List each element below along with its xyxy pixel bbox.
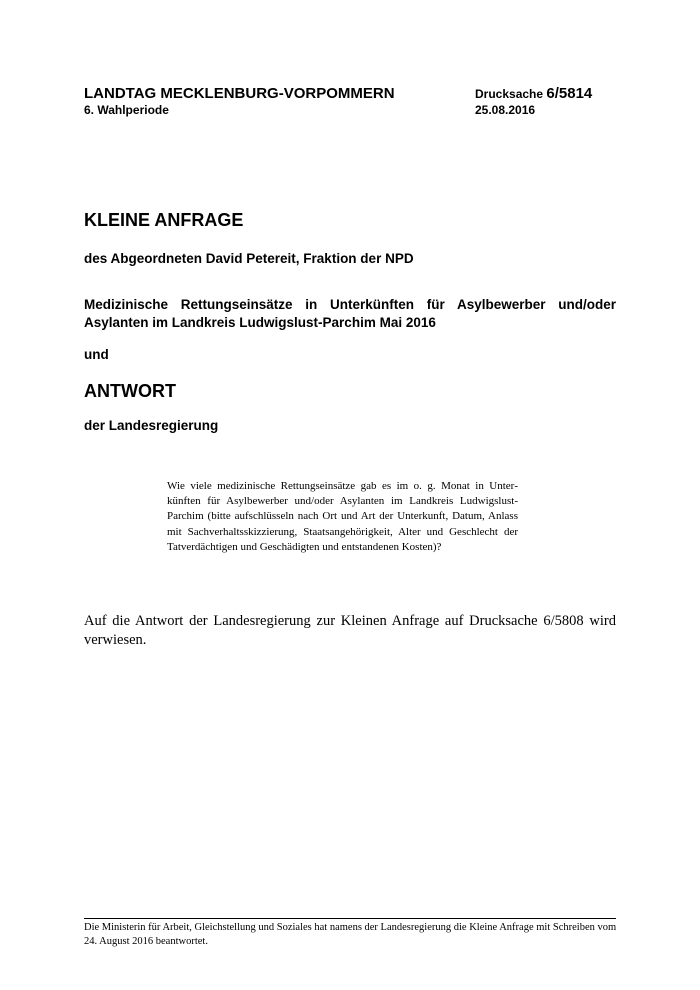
subject-heading: Medizinische Rettungseinsätze in Unterkünften für Asylbewerber und/oder Asylanten im Landkreis Ludwigslust-Parchim Mai 2016 bbox=[84, 297, 616, 330]
answer-text: Auf die Antwort der Landesregierung zur Kleinen Anfrage auf Drucksache 6/5808 wird verwiesen. bbox=[84, 613, 616, 648]
author-line: des Abgeordneten David Petereit, Fraktion der NPD bbox=[84, 251, 414, 266]
drucksache-number: 6/5814 bbox=[546, 85, 593, 102]
footnote: Die Ministerin für Arbeit, Gleichstellung und Soziales hat namens der Landesregierung die Kleine Anfrage mit Schreiben vom 24. August 2016 beantwortet. bbox=[84, 922, 617, 947]
question-text: Wie viele medizinische Rettungseinsätze gab es im o. g. Monat in Unterkünften für Asylbewerber und/oder Asylanten im Landkreis Ludwigslust-Parchim (bitte aufschlüsseln nach Ort und Art der Unterkunft, Datum, Anlass mit Sachverhaltsskizzierung, Staatsangehörigkeit, Alter und Geschlecht der Tatverdächtigen und Geschädigten und entstandenen Kosten)? bbox=[167, 480, 518, 553]
parliament-name: LANDTAG MECKLENBURG-VORPOMMERN bbox=[84, 85, 395, 102]
answer-by-line: der Landesregierung bbox=[84, 418, 219, 433]
connector-word: und bbox=[84, 347, 109, 362]
footnote-divider bbox=[84, 918, 616, 919]
document-date: 25.08.2016 bbox=[475, 103, 536, 117]
drucksache-label: Drucksache bbox=[475, 87, 544, 101]
answer-heading: ANTWORT bbox=[84, 381, 176, 401]
document-type-heading: KLEINE ANFRAGE bbox=[84, 210, 244, 230]
legislative-period: 6. Wahlperiode bbox=[84, 103, 169, 117]
drucksache-label-block bbox=[475, 85, 592, 102]
